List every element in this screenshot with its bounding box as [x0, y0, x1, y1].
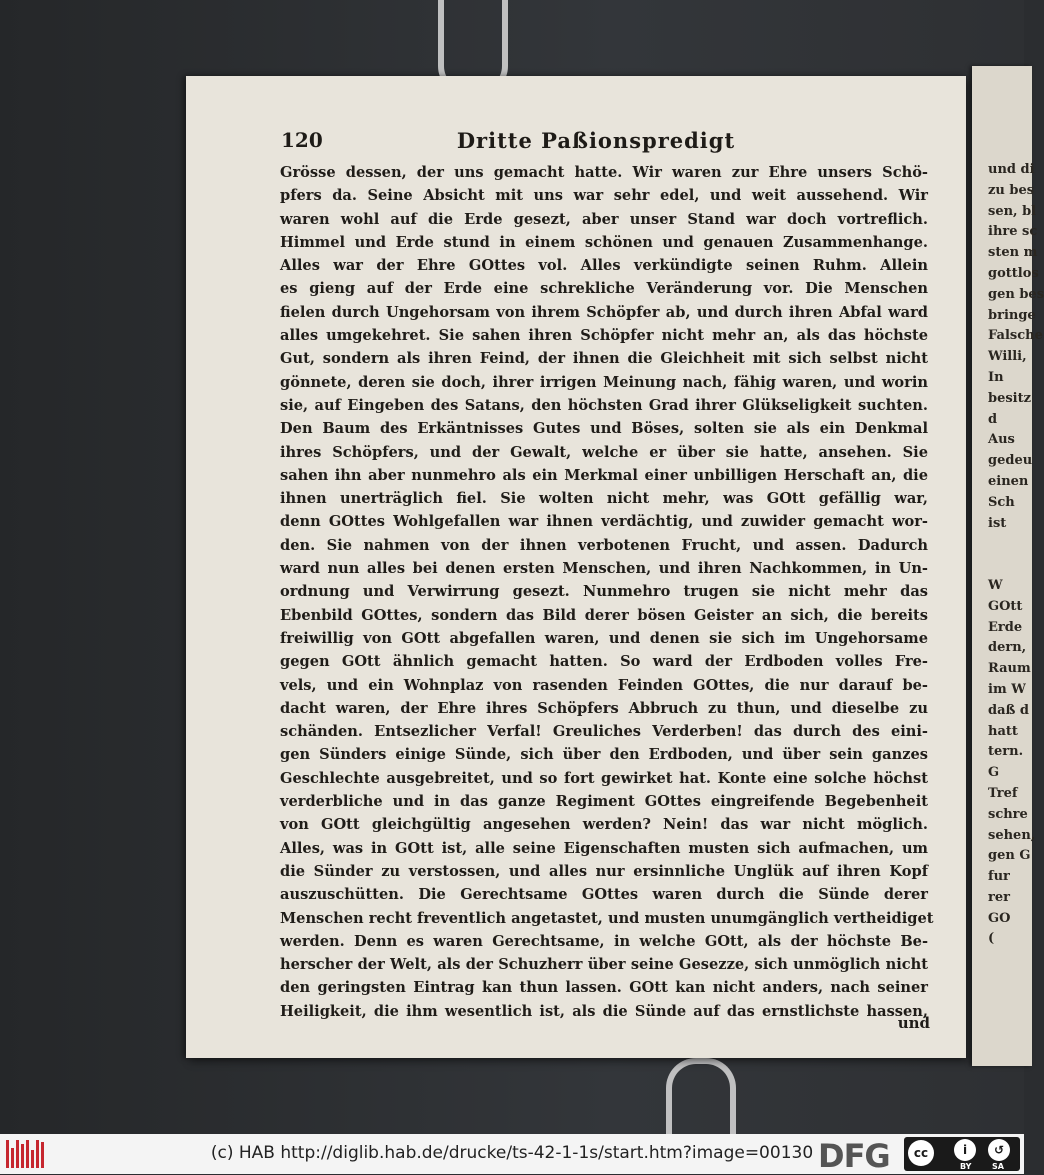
facing-text-fragment: G: [988, 765, 1000, 781]
text-line: die Sünder zu verstossen, und alles nur ersinnliche Unglük auf ihren Kopf: [280, 862, 928, 880]
text-line: Alles, was in GOtt ist, alle seine Eigenschaften musten sich aufmachen, um: [280, 839, 928, 857]
text-line: fielen durch Ungehorsam von ihrem Schöpfer ab, und durch ihren Abfal ward: [280, 303, 928, 321]
facing-text-fragment: sten m: [988, 245, 1038, 261]
cc-icon: cc: [908, 1140, 934, 1166]
facing-text-fragment: Falsche: [988, 328, 1043, 344]
page-header: [281, 128, 911, 158]
facing-text-fragment: bringe: [988, 307, 1036, 323]
facing-text-fragment: [988, 555, 1032, 576]
text-line: Ebenbild GOttes, sondern das Bild derer bösen Geister an sich, die bereits: [280, 606, 928, 624]
facing-text-fragment: hatt: [988, 723, 1018, 739]
facing-text-fragment: Tref: [988, 785, 1018, 801]
text-line: ordnung und Verwirrung gesezt. Nunmehro trugen sie nicht mehr das: [280, 583, 928, 601]
text-line: denn GOttes Wohlgefallen war ihnen verdächtig, und zuwider gemacht wor-: [280, 513, 928, 531]
facing-text-fragment: Raum: [988, 661, 1031, 677]
text-line: pfers da. Seine Absicht mit uns war sehr edel, und weit aussehend. Wir: [280, 187, 928, 205]
text-line: auszuschütten. Die Gerechtsame GOttes waren durch die Sünde derer: [280, 886, 928, 904]
facing-text-fragment: dern,: [988, 640, 1027, 656]
text-line: ward nun alles bei denen ersten Menschen, und ihren Nachkommen, in Un-: [280, 560, 928, 578]
attribution-icon: i: [954, 1139, 976, 1161]
facing-text-fragment: ihre sc: [988, 224, 1038, 240]
catchword: und: [897, 1014, 930, 1032]
text-line: Menschen recht freventlich angetastet, und musten unumgänglich vertheidiget: [280, 909, 934, 927]
page-number: 120: [281, 128, 323, 152]
facing-page-fragments: [972, 66, 1044, 950]
facing-text-fragment: (: [988, 931, 995, 947]
facing-text-fragment: im W: [988, 681, 1026, 697]
book-clip: [666, 1058, 736, 1134]
text-line: Den Baum des Erkäntnisses Gutes und Böses, solten sie als ein Denkmal: [280, 420, 928, 438]
facing-text-fragment: gedeu: [988, 453, 1033, 469]
facing-text-fragment: [988, 534, 1032, 555]
facing-text-fragment: Erde: [988, 619, 1023, 635]
facing-text-fragment: besitz: [988, 390, 1032, 406]
text-line: herscher der Welt, als der Schuzherr über seine Gesezze, sich unmöglich nicht: [280, 956, 928, 974]
facing-text-fragment: fur: [988, 869, 1010, 885]
running-title: Dritte Paßionspredigt: [456, 128, 736, 153]
facing-text-fragment: Willi,: [988, 349, 1027, 365]
text-line: verderbliche und in das ganze Regiment GOttes eingreifende Begebenheit: [280, 793, 928, 811]
text-line: den. Sie nahmen von der ihnen verbotenen Frucht, und assen. Dadurch: [280, 536, 928, 554]
text-line: dacht waren, der Ehre ihres Schöpfers Abbruch zu thun, und dieselbe zu: [280, 699, 928, 717]
text-line: vels, und ein Wohnplaz von rasenden Feinden GOttes, die nur darauf be-: [280, 676, 928, 694]
credit-link[interactable]: (c) HAB http://diglib.hab.de/drucke/ts-42-1-1s/start.htm?image=00130: [210, 1143, 814, 1163]
facing-page-edge: [972, 66, 1044, 1066]
text-line: Himmel und Erde stund in einem schönen und genauen Zusammenhange.: [280, 233, 928, 251]
license-sa-label: SA: [992, 1162, 1004, 1171]
text-line: sie, auf Eingeben des Satans, den höchsten Grad ihrer Glükseligkeit suchten.: [280, 396, 928, 414]
facing-text-fragment: schre: [988, 806, 1028, 822]
footer-bar: [0, 1134, 1024, 1174]
facing-text-fragment: daß d: [988, 702, 1030, 718]
text-line: gönnete, deren sie doch, ihrer irrigen Meinung nach, fähig waren, und worin: [280, 373, 928, 391]
facing-text-fragment: GOtt: [988, 598, 1023, 614]
text-line: ihnen unerträglich fiel. Sie wolten nicht mehr, was GOtt gefällig war,: [280, 490, 928, 508]
text-line: den geringsten Eintrag kan thun lassen. GOtt kan nicht anders, nach seiner: [280, 979, 928, 997]
license-by-label: BY: [960, 1162, 972, 1171]
facing-text-fragment: gen bes: [988, 286, 1044, 302]
text-line: Heiligkeit, die ihm wesentlich ist, als die Sünde auf das ernstlichste hassen,: [280, 1002, 928, 1020]
facing-text-fragment: zu bes: [988, 182, 1035, 198]
text-line: Gut, sondern als ihren Feind, der ihnen die Gleichheit mit sich selbst nicht: [280, 350, 928, 368]
text-line: gegen GOtt ähnlich gemacht hatten. So ward der Erdboden volles Fre-: [280, 653, 928, 671]
cc-license-badge[interactable]: [904, 1137, 1020, 1171]
text-line: Alles war der Ehre GOttes vol. Alles verkündigte seinen Ruhm. Allein: [280, 257, 928, 275]
text-line: es gieng auf der Erde eine schrekliche Veränderung vor. Die Menschen: [280, 280, 928, 298]
facing-text-fragment: einen: [988, 473, 1029, 489]
facing-text-fragment: sehen,: [988, 827, 1036, 843]
text-line: werden. Denn es waren Gerechtsame, in welche GOtt, als der höchste Be-: [280, 932, 928, 950]
text-line: Geschlechte ausgebreitet, und so fort gewirket hat. Konte eine solche höchst: [280, 769, 928, 787]
dfg-logo: DFG: [818, 1137, 890, 1175]
share-alike-icon: ↺: [988, 1139, 1010, 1161]
facing-text-fragment: Aus: [988, 432, 1015, 448]
text-line: schänden. Entsezlicher Verfal! Greuliches Verderben! das durch des eini-: [280, 723, 928, 741]
facing-text-fragment: d: [988, 411, 998, 427]
body-text: [280, 161, 934, 1023]
facing-text-fragment: rer: [988, 889, 1010, 905]
text-line: ihres Schöpfers, und der Gewalt, welche er über sie hatte, ansehen. Sie: [280, 443, 928, 461]
facing-text-fragment: gottlos: [988, 265, 1039, 281]
text-line: sahen ihn aber nunmehro als ein Merkmal einer unbilligen Herschaft an, die: [280, 466, 928, 484]
text-line: gen Sünders einige Sünde, sich über den Erdboden, und über sein ganzes: [280, 746, 928, 764]
facing-text-fragment: W: [988, 577, 1003, 593]
facing-text-fragment: gen G: [988, 848, 1031, 864]
facing-text-fragment: In: [988, 369, 1004, 385]
text-line: waren wohl auf die Erde gesezt, aber unser Stand war doch vortreflich.: [280, 210, 928, 228]
facing-text-fragment: Sch: [988, 494, 1015, 510]
facing-text-fragment: und di: [988, 162, 1035, 177]
facing-text-fragment: sen, bl: [988, 203, 1037, 219]
text-line: Grösse dessen, der uns gemacht hatte. Wir waren zur Ehre unsers Schö-: [280, 164, 928, 181]
book-page: [186, 76, 966, 1058]
text-line: freiwillig von GOtt abgefallen waren, und denen sie sich im Ungehorsame: [280, 629, 928, 647]
facing-text-fragment: ist: [988, 515, 1007, 531]
text-line: von GOtt gleichgültig angesehen werden? Nein! das war nicht möglich.: [280, 816, 928, 834]
facing-text-fragment: tern.: [988, 744, 1024, 760]
facing-text-fragment: GO: [988, 910, 1011, 926]
text-line: alles umgekehret. Sie sahen ihren Schöpfer nicht mehr an, als das höchste: [280, 327, 928, 345]
